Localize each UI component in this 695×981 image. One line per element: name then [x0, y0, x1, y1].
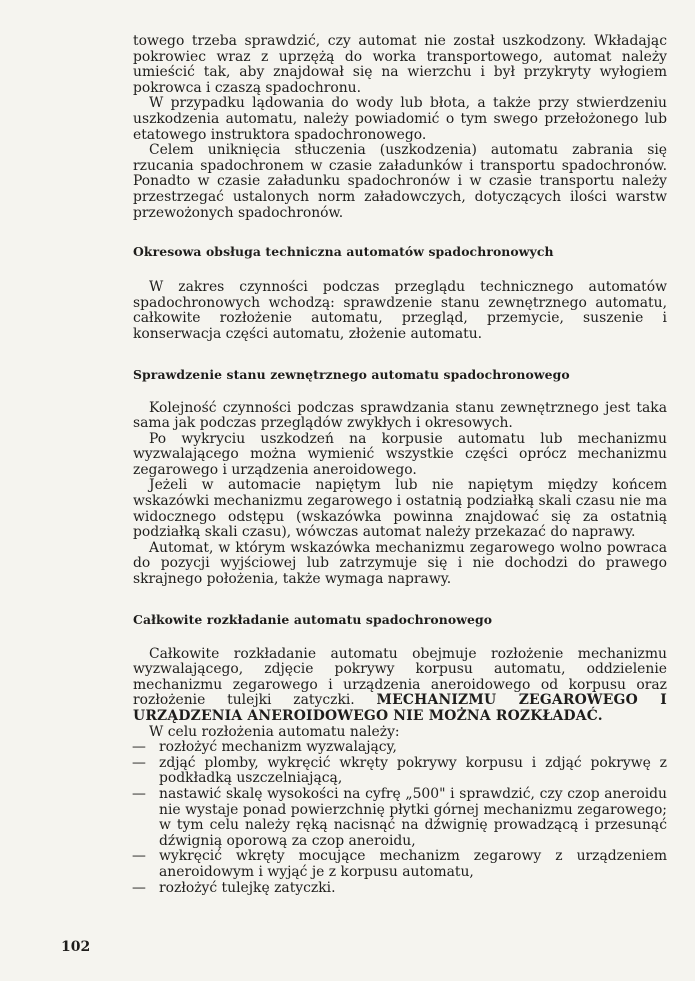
- list-item-text: rozłożyć tulejkę zatyczki.: [159, 879, 336, 896]
- list-item-text: rozłożyć mechanizm wyzwalający,: [159, 739, 397, 756]
- page-number: 102: [61, 939, 91, 955]
- disassembly-warning: MECHANIZMU ZEGAROWEGO I URZĄDZENIA ANEROIDOWEGO NIE MOŻNA ROZKŁADAĆ.: [133, 692, 667, 724]
- intro-paragraph-3: Celem uniknięcia stłuczenia (uszkodzenia) automatu zabrania się rzucania spadochronem w czasie załadunków i transportu spadochronów. Ponadto w czasie załadunku spadochronów i w czasie transportu należy przestrzegać ustalonych norm załadowczych, dotyczących ilości warstw przewożonych spadochronów.: [133, 142, 667, 221]
- disassembly-paragraph-text: Całkowite rozkładanie automatu obejmuje rozłożenie mechanizmu wyzwalającego, zdjęcie pokrywy korpusu automatu, oddzielenie mechanizmu zegarowego i urządzenia aneroidowego od korpusu oraz rozłożenie tulejki zatyczki.: [133, 645, 667, 709]
- disassembly-steps-list: [133, 740, 667, 896]
- disassembly-paragraph: [133, 647, 667, 725]
- list-item: [132, 849, 667, 880]
- section-heading-periodic-maintenance: Okresowa obsługa techniczna automatów spadochronowych: [133, 244, 554, 260]
- intro-paragraph-2: W przypadku lądowania do wody lub błota, a także przy stwierdzeniu uszkodzenia automatu, należy powiadomić o tym swego przełożonego lub etatowego instruktora spadochronowego.: [133, 95, 667, 143]
- external-check-paragraph-1: Kolejność czynności podczas sprawdzania stanu zewnętrznego jest taka sama jak podczas przeglądów zwykłych i okresowych.: [133, 399, 667, 432]
- intro-paragraph-1: towego trzeba sprawdzić, czy automat nie został uszkodzony. Wkładając pokrowiec wraz z uprzężą do worka transportowego, automat należy umieścić tak, aby znajdował się na wierzchu i był przykryty wyłogiem pokrowca i czaszą spadochronu.: [133, 33, 667, 96]
- page-text-column: [133, 34, 667, 896]
- external-check-paragraph-2: Po wykryciu uszkodzeń na korpusie automatu lub mechanizmu wyzwalającego można wymienić wszystkie części oprócz mechanizmu zegarowego i urządzenia aneroidowego.: [133, 430, 667, 478]
- dash-bullet: —: [132, 848, 146, 865]
- list-item-text: wykręcić wkręty mocujące mechanizm zegarowy z urządzeniem aneroidowym i wyjąć je z korpusu automatu,: [159, 848, 667, 880]
- list-item: [132, 787, 667, 849]
- dash-bullet: —: [132, 754, 146, 771]
- periodic-maintenance-paragraph: W zakres czynności podczas przeglądu technicznego automatów spadochronowych wchodzą: sprawdzenie stanu zewnętrznego automatu, całkowite rozłożenie automatu, przegląd, przemycie, suszenie i konserwacja części automatu, złożenie automatu.: [133, 279, 667, 342]
- list-item-text: nastawić skalę wysokości na cyfrę „500" i sprawdzić, czy czop aneroidu nie wystaje ponad powierzchnię płytki górnej mechanizmu zegarowego; w tym celu należy ręką nacisnąć na dźwignię prowadzącą i przesunąć dźwignią oporową za czop aneroidu,: [159, 785, 667, 849]
- list-item: [132, 756, 667, 787]
- dash-bullet: —: [132, 739, 146, 756]
- list-item-text: zdjąć plomby, wykręcić wkręty pokrywy korpusu i zdjąć pokrywę z podkładką uszczelniającą,: [159, 754, 667, 787]
- dash-bullet: —: [132, 879, 146, 896]
- dash-bullet: —: [132, 785, 146, 802]
- disassembly-steps-lead: W celu rozłożenia automatu należy:: [149, 723, 400, 740]
- external-check-paragraph-4: Automat, w którym wskazówka mechanizmu zegarowego wolno powraca do pozycji wyjściowej lub zatrzymuje się i nie dochodzi do prawego skrajnego położenia, także wymaga naprawy.: [133, 539, 667, 588]
- list-item: [132, 881, 667, 897]
- list-item: [132, 740, 667, 756]
- external-check-paragraph-3: Jeżeli w automacie napiętym lub nie napiętym między końcem wskazówki mechanizmu zegarowego i ostatnią podziałką skali czasu nie ma widocznego odstępu (wskazówka powinna znajdować się za ostatnią podziałką skali czasu), wówczas automat należy przekazać do naprawy.: [133, 477, 667, 541]
- section-heading-disassembly: Całkowite rozkładanie automatu spadochronowego: [133, 611, 493, 627]
- section-heading-external-check: Sprawdzenie stanu zewnętrznego automatu spadochronowego: [133, 366, 570, 382]
